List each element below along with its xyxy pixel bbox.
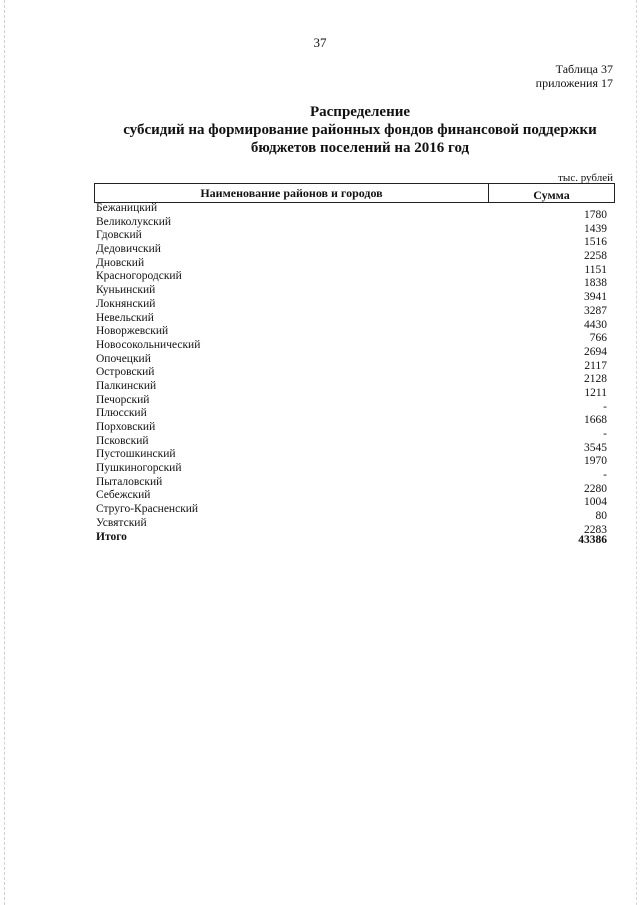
table-row: [94, 311, 615, 331]
district-name: Локнянский: [96, 297, 156, 310]
table-row: [94, 202, 615, 221]
district-sum: 3545: [584, 441, 607, 454]
district-sum: 1970: [584, 455, 607, 468]
district-name: Красногородский: [96, 270, 182, 283]
district-name: Пустошкинский: [96, 448, 176, 461]
table-row: [94, 352, 615, 372]
district-sum: 2694: [584, 345, 607, 358]
table-reference-line2: приложения 17: [535, 76, 613, 90]
table-row: [94, 393, 615, 413]
subsidy-table: [94, 183, 615, 545]
document-title: [60, 103, 640, 157]
district-name: Пушкиногорский: [96, 462, 182, 475]
district-sum: 766: [589, 332, 607, 345]
district-name: Гдовский: [96, 229, 142, 242]
total-row: [94, 532, 615, 546]
district-name: Опочецкий: [96, 352, 151, 365]
district-sum: 80: [595, 510, 607, 523]
table-row: [94, 421, 615, 440]
district-sum: 1668: [584, 414, 607, 427]
district-sum: 2117: [584, 359, 607, 372]
district-sum: 1439: [584, 222, 607, 235]
district-sum: 3941: [584, 291, 607, 304]
district-sum: -: [603, 400, 607, 413]
district-name: Великолукский: [96, 215, 172, 228]
district-name: Палкинский: [96, 379, 157, 392]
district-name: Себежский: [96, 489, 151, 502]
district-name: Печорский: [96, 393, 150, 406]
district-sum: 1516: [584, 236, 607, 249]
table-row: [94, 434, 615, 454]
district-name: Новосокольнический: [96, 338, 201, 351]
district-sum: 4430: [584, 318, 607, 331]
district-sum: 2258: [584, 250, 607, 263]
district-name: Дедовичский: [96, 243, 161, 256]
district-sum: 3287: [584, 304, 607, 317]
district-name: Островский: [96, 366, 155, 379]
district-name: Струго-Красненский: [96, 503, 199, 516]
page-number: 37: [313, 35, 327, 50]
table-row: [94, 489, 615, 509]
district-name: Порховский: [96, 421, 156, 433]
table-body: [94, 203, 615, 545]
header-sum: Сумма: [533, 188, 570, 202]
district-name: Пыталовский: [96, 475, 163, 488]
district-name: Бежаницкий: [96, 202, 158, 214]
district-name: Куньинский: [96, 284, 156, 297]
table-row: [94, 229, 615, 249]
title-line3: бюджетов поселений на 2016 год: [250, 140, 470, 156]
district-sum: 2128: [584, 373, 607, 386]
title-line2: субсидий на формирование районных фондов финансовой поддержки: [123, 122, 597, 138]
table-header: [94, 183, 615, 203]
district-sum: 2280: [584, 482, 607, 495]
district-name: Дновский: [96, 256, 145, 269]
district-name: Плюсский: [96, 407, 147, 420]
district-sum: -: [603, 428, 607, 440]
table-reference: [536, 62, 613, 90]
title-line1: Распределение: [309, 104, 411, 120]
total-value: 43386: [578, 533, 607, 546]
table-row: [94, 448, 615, 468]
district-sum: 1151: [584, 263, 607, 276]
table-reference-line1: Таблица 37: [555, 62, 613, 76]
table-row: [94, 270, 615, 290]
district-name: Новоржевский: [96, 325, 169, 338]
district-name: Усвятский: [96, 516, 147, 529]
scan-edge-left: [4, 0, 5, 905]
district-sum: 1004: [584, 496, 607, 509]
district-sum: 1838: [584, 277, 607, 290]
units-label: тыс. рублей: [558, 172, 613, 184]
district-sum: 2283: [584, 523, 607, 536]
district-sum: -: [603, 469, 607, 482]
district-name: Псковский: [96, 434, 149, 447]
header-name: Наименование районов и городов: [95, 184, 489, 202]
district-sum: 1780: [584, 209, 607, 221]
district-sum: 1211: [584, 386, 607, 399]
district-name: Невельский: [96, 311, 154, 324]
table-row: [94, 475, 615, 495]
total-label: Итого: [96, 530, 127, 543]
